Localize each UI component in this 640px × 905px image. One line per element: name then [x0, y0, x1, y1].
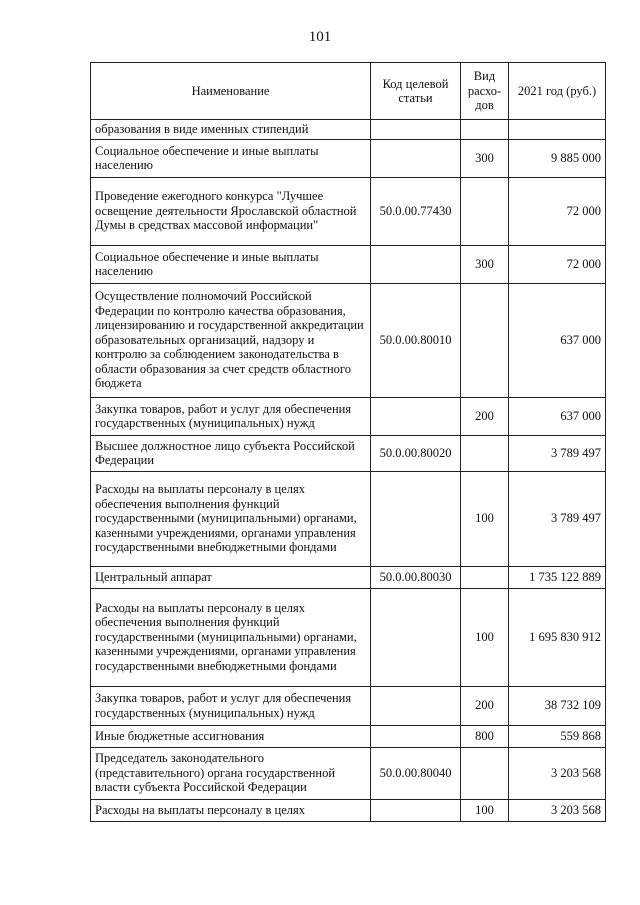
row-kind [461, 747, 509, 799]
row-kind [461, 283, 509, 397]
row-code [371, 588, 461, 686]
row-code: 50.0.00.80040 [371, 747, 461, 799]
row-code: 50.0.00.80010 [371, 283, 461, 397]
row-sum: 1 735 122 889 [509, 566, 606, 588]
table-row [91, 566, 606, 588]
row-kind: 200 [461, 686, 509, 725]
row-code: 50.0.00.77430 [371, 177, 461, 245]
row-sum: 72 000 [509, 245, 606, 283]
row-sum: 637 000 [509, 283, 606, 397]
table-row [91, 686, 606, 725]
table-row [91, 747, 606, 799]
row-code [371, 139, 461, 177]
header-kind: Вид расхо-дов [461, 63, 509, 120]
row-kind: 100 [461, 588, 509, 686]
row-name: Социальное обеспечение и иные выплаты населению [91, 245, 371, 283]
row-kind [461, 177, 509, 245]
table-row [91, 435, 606, 471]
row-code [371, 686, 461, 725]
row-code [371, 725, 461, 747]
row-code: 50.0.00.80030 [371, 566, 461, 588]
row-name: Высшее должностное лицо субъекта Российской Федерации [91, 435, 371, 471]
row-name: Закупка товаров, работ и услуг для обеспечения государственных (муниципальных) нужд [91, 397, 371, 435]
table-row [91, 799, 606, 821]
row-kind: 300 [461, 139, 509, 177]
table-row [91, 120, 606, 140]
header-row [91, 63, 606, 120]
row-code [371, 799, 461, 821]
row-sum: 1 695 830 912 [509, 588, 606, 686]
row-name: Осуществление полномочий Российской Федерации по контролю качества образования, лицензированию и государственной аккредитации образовательных организаций, надзору и контролю за соблюдением законодательства в области образования за счет средств областного бюджета [91, 283, 371, 397]
page-number: 101 [308, 29, 332, 45]
row-name: Проведение ежегодного конкурса "Лучшее освещение деятельности Ярославской областной Думы в средствах массовой информации" [91, 177, 371, 245]
row-name: Центральный аппарат [91, 566, 371, 588]
row-kind [461, 120, 509, 140]
row-kind: 100 [461, 799, 509, 821]
header-name: Наименование [91, 63, 371, 120]
row-name: Социальное обеспечение и иные выплаты населению [91, 139, 371, 177]
row-sum: 72 000 [509, 177, 606, 245]
row-sum: 9 885 000 [509, 139, 606, 177]
row-kind [461, 435, 509, 471]
header-sum: 2021 год (руб.) [509, 63, 606, 120]
row-kind [461, 566, 509, 588]
table-row [91, 397, 606, 435]
row-kind: 800 [461, 725, 509, 747]
row-name: Закупка товаров, работ и услуг для обеспечения государственных (муниципальных) нужд [91, 686, 371, 725]
table-row [91, 588, 606, 686]
row-sum: 3 789 497 [509, 435, 606, 471]
header-code: Код целевой статьи [371, 63, 461, 120]
row-code [371, 471, 461, 566]
table-row [91, 139, 606, 177]
row-sum: 559 868 [509, 725, 606, 747]
row-sum: 38 732 109 [509, 686, 606, 725]
table-row [91, 245, 606, 283]
table-row [91, 471, 606, 566]
row-kind: 100 [461, 471, 509, 566]
table-row [91, 283, 606, 397]
row-name: Расходы на выплаты персоналу в целях [91, 799, 371, 821]
row-code [371, 397, 461, 435]
row-sum [509, 120, 606, 140]
row-name: образования в виде именных стипендий [91, 120, 371, 140]
row-name: Председатель законодательного (представительного) органа государственной власти субъекта Российской Федерации [91, 747, 371, 799]
row-sum: 3 203 568 [509, 799, 606, 821]
budget-table [90, 62, 606, 822]
row-kind: 200 [461, 397, 509, 435]
row-code [371, 245, 461, 283]
table-row [91, 725, 606, 747]
row-name: Иные бюджетные ассигнования [91, 725, 371, 747]
row-kind: 300 [461, 245, 509, 283]
row-code: 50.0.00.80020 [371, 435, 461, 471]
row-code [371, 120, 461, 140]
row-sum: 3 203 568 [509, 747, 606, 799]
row-sum: 637 000 [509, 397, 606, 435]
table-row [91, 177, 606, 245]
row-name: Расходы на выплаты персоналу в целях обеспечения выполнения функций государственными (муниципальными) органами, казенными учреждениями, органами управления государственными внебюджетными фондами [91, 471, 371, 566]
row-name: Расходы на выплаты персоналу в целях обеспечения выполнения функций государственными (муниципальными) органами, казенными учреждениями, органами управления государственными внебюджетными фондами [91, 588, 371, 686]
row-sum: 3 789 497 [509, 471, 606, 566]
